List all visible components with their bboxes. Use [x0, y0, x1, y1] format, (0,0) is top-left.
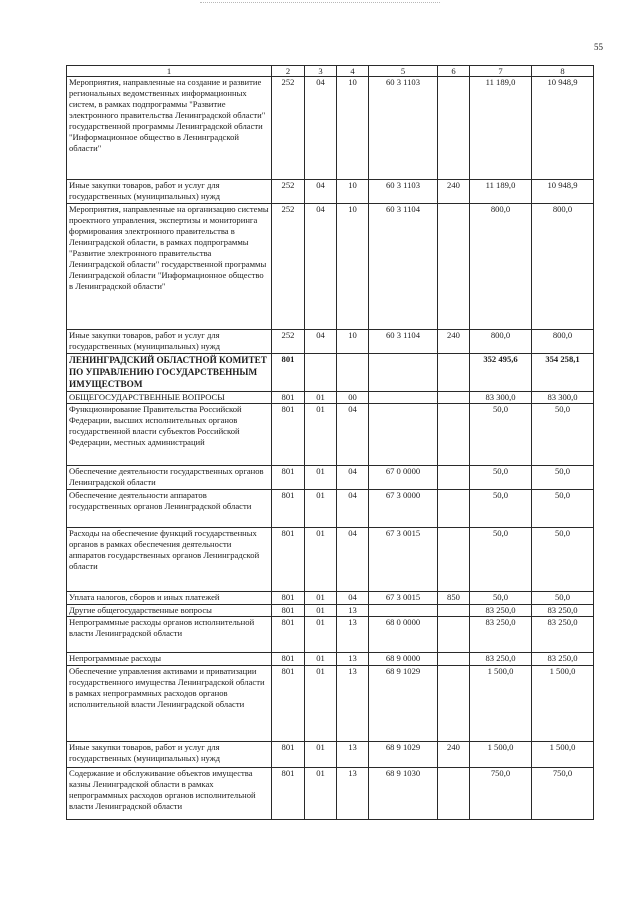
cell-amount-1: 1 500,0 [470, 742, 532, 768]
column-header: 8 [532, 66, 594, 77]
row-name: Содержание и обслуживание объектов имущества казны Ленинградской области в рамках непрограммных расходов органов исполнительной власти Ленинградской области [67, 768, 272, 820]
cell-type [438, 528, 470, 592]
cell-target: 68 9 1029 [369, 742, 438, 768]
table-row [67, 204, 594, 330]
cell-subsection: 10 [337, 77, 369, 180]
cell-subsection: 04 [337, 528, 369, 592]
table-row [67, 768, 594, 820]
cell-amount-1: 50,0 [470, 528, 532, 592]
cell-type: 240 [438, 330, 470, 354]
cell-target: 60 3 1104 [369, 204, 438, 330]
cell-amount-1: 50,0 [470, 490, 532, 528]
cell-subsection: 10 [337, 180, 369, 204]
row-name: ЛЕНИНГРАДСКИЙ ОБЛАСТНОЙ КОМИТЕТ ПО УПРАВЛЕНИЮ ГОСУДАРСТВЕННЫМ ИМУЩЕСТВОМ [67, 354, 272, 392]
cell-amount-2: 83 300,0 [532, 392, 594, 404]
row-name: Мероприятия, направленные на организацию системы проектного управления, экспертизы и мониторинга формирования электронного правительства в Ленинградской области, в рамках подпрограммы "Развитие электронного правительства Ленинградской области" государственной программы Ленинградской области "Информационное общество в Ленинградской области" [67, 204, 272, 330]
cell-amount-1: 50,0 [470, 404, 532, 466]
table-row [67, 392, 594, 404]
cell-amount-1: 50,0 [470, 466, 532, 490]
cell-ministry: 801 [272, 592, 305, 605]
table-row [67, 354, 594, 392]
cell-amount-2: 50,0 [532, 490, 594, 528]
cell-section: 04 [305, 204, 337, 330]
row-name: Уплата налогов, сборов и иных платежей [67, 592, 272, 605]
cell-type [438, 77, 470, 180]
table-row [67, 404, 594, 466]
column-header: 1 [67, 66, 272, 77]
cell-target: 68 9 1029 [369, 666, 438, 742]
cell-amount-2: 50,0 [532, 528, 594, 592]
cell-ministry: 801 [272, 354, 305, 392]
cell-amount-2: 10 948,9 [532, 180, 594, 204]
cell-target: 67 0 0000 [369, 466, 438, 490]
cell-subsection: 13 [337, 742, 369, 768]
cell-target [369, 392, 438, 404]
cell-ministry: 252 [272, 330, 305, 354]
cell-ministry: 252 [272, 77, 305, 180]
cell-target: 67 3 0000 [369, 490, 438, 528]
cell-amount-2: 354 258,1 [532, 354, 594, 392]
cell-ministry: 801 [272, 605, 305, 617]
cell-amount-2: 83 250,0 [532, 617, 594, 653]
cell-section [305, 354, 337, 392]
cell-amount-2: 1 500,0 [532, 742, 594, 768]
table-row [67, 592, 594, 605]
table-row [67, 653, 594, 666]
cell-type [438, 392, 470, 404]
cell-section: 01 [305, 653, 337, 666]
row-name: Непрограммные расходы органов исполнительной власти Ленинградской области [67, 617, 272, 653]
table-row [67, 466, 594, 490]
table-row [67, 666, 594, 742]
row-name: Обеспечение управления активами и приватизации государственного имущества Ленинградской области в рамках непрограммных расходов органов исполнительной власти Ленинградской области [67, 666, 272, 742]
row-name: Обеспечение деятельности государственных органов Ленинградской области [67, 466, 272, 490]
cell-subsection: 04 [337, 490, 369, 528]
row-name: Расходы на обеспечение функций государственных органов в рамках обеспечения деятельности аппаратов государственных органов Ленинградской области [67, 528, 272, 592]
budget-table [66, 65, 594, 820]
cell-section: 01 [305, 392, 337, 404]
column-header: 6 [438, 66, 470, 77]
row-name: Функционирование Правительства Российской Федерации, высших исполнительных органов государственной власти субъектов Российской Федерации, местных администраций [67, 404, 272, 466]
column-header: 7 [470, 66, 532, 77]
cell-target: 60 3 1103 [369, 77, 438, 180]
cell-subsection: 13 [337, 653, 369, 666]
table-row [67, 330, 594, 354]
cell-ministry: 801 [272, 768, 305, 820]
cell-subsection: 13 [337, 768, 369, 820]
cell-subsection: 04 [337, 404, 369, 466]
cell-section: 01 [305, 592, 337, 605]
cell-section: 01 [305, 617, 337, 653]
cell-amount-2: 10 948,9 [532, 77, 594, 180]
cell-amount-2: 83 250,0 [532, 653, 594, 666]
cell-section: 01 [305, 466, 337, 490]
cell-subsection: 04 [337, 592, 369, 605]
cell-amount-2: 800,0 [532, 204, 594, 330]
cell-type [438, 404, 470, 466]
cell-amount-1: 1 500,0 [470, 666, 532, 742]
cell-ministry: 801 [272, 617, 305, 653]
cell-ministry: 801 [272, 653, 305, 666]
cell-ministry: 801 [272, 392, 305, 404]
cell-amount-1: 750,0 [470, 768, 532, 820]
cell-type [438, 490, 470, 528]
cell-amount-1: 50,0 [470, 592, 532, 605]
cell-target: 67 3 0015 [369, 592, 438, 605]
cell-section: 01 [305, 666, 337, 742]
cell-amount-2: 83 250,0 [532, 605, 594, 617]
cell-subsection: 13 [337, 605, 369, 617]
cell-amount-2: 50,0 [532, 592, 594, 605]
row-name: Другие общегосударственные вопросы [67, 605, 272, 617]
cell-subsection: 10 [337, 204, 369, 330]
table-row [67, 77, 594, 180]
table-row [67, 617, 594, 653]
header-row [67, 66, 594, 77]
row-name: Обеспечение деятельности аппаратов государственных органов Ленинградской области [67, 490, 272, 528]
cell-subsection [337, 354, 369, 392]
cell-amount-2: 50,0 [532, 466, 594, 490]
cell-amount-2: 750,0 [532, 768, 594, 820]
column-header: 2 [272, 66, 305, 77]
column-header: 5 [369, 66, 438, 77]
cell-ministry: 252 [272, 180, 305, 204]
cell-section: 04 [305, 330, 337, 354]
cell-section: 01 [305, 528, 337, 592]
cell-ministry: 801 [272, 466, 305, 490]
column-header: 3 [305, 66, 337, 77]
cell-amount-1: 83 250,0 [470, 605, 532, 617]
cell-subsection: 04 [337, 466, 369, 490]
cell-section: 01 [305, 768, 337, 820]
cell-target: 60 3 1104 [369, 330, 438, 354]
cell-target: 60 3 1103 [369, 180, 438, 204]
cell-amount-1: 83 250,0 [470, 617, 532, 653]
cell-amount-1: 800,0 [470, 330, 532, 354]
cell-type [438, 666, 470, 742]
cell-type: 240 [438, 742, 470, 768]
cell-target: 67 3 0015 [369, 528, 438, 592]
cell-section: 01 [305, 742, 337, 768]
cell-ministry: 252 [272, 204, 305, 330]
cell-subsection: 10 [337, 330, 369, 354]
cell-amount-1: 800,0 [470, 204, 532, 330]
cell-target [369, 404, 438, 466]
cell-ministry: 801 [272, 528, 305, 592]
cell-section: 01 [305, 404, 337, 466]
cell-subsection: 00 [337, 392, 369, 404]
table-row [67, 490, 594, 528]
page-number: 55 [594, 42, 603, 52]
cell-target: 68 9 0000 [369, 653, 438, 666]
cell-amount-2: 800,0 [532, 330, 594, 354]
cell-type [438, 653, 470, 666]
table-row [67, 742, 594, 768]
row-name: Иные закупки товаров, работ и услуг для государственных (муниципальных) нужд [67, 742, 272, 768]
cell-section: 04 [305, 180, 337, 204]
cell-subsection: 13 [337, 617, 369, 653]
cell-type [438, 354, 470, 392]
table-row [67, 180, 594, 204]
cell-ministry: 801 [272, 666, 305, 742]
cell-section: 01 [305, 605, 337, 617]
cell-target: 68 9 1030 [369, 768, 438, 820]
cell-target: 68 0 0000 [369, 617, 438, 653]
cell-ministry: 801 [272, 404, 305, 466]
cell-subsection: 13 [337, 666, 369, 742]
table-row [67, 605, 594, 617]
row-name: Иные закупки товаров, работ и услуг для государственных (муниципальных) нужд [67, 180, 272, 204]
row-name: Мероприятия, направленные на создание и развитие региональных ведомственных информационных систем, в рамках подпрограммы "Развитие электронного правительства Ленинградской области" государственной программы Ленинградской области "Информационное общество в Ленинградской области" [67, 77, 272, 180]
cell-type [438, 605, 470, 617]
row-name: Непрограммные расходы [67, 653, 272, 666]
scan-artifact-line [200, 2, 440, 4]
row-name: Иные закупки товаров, работ и услуг для государственных (муниципальных) нужд [67, 330, 272, 354]
cell-amount-2: 50,0 [532, 404, 594, 466]
cell-section: 04 [305, 77, 337, 180]
cell-amount-1: 352 495,6 [470, 354, 532, 392]
cell-section: 01 [305, 490, 337, 528]
cell-amount-1: 83 250,0 [470, 653, 532, 666]
row-name: ОБЩЕГОСУДАРСТВЕННЫЕ ВОПРОСЫ [67, 392, 272, 404]
cell-amount-1: 83 300,0 [470, 392, 532, 404]
cell-type [438, 768, 470, 820]
column-header: 4 [337, 66, 369, 77]
cell-type [438, 204, 470, 330]
cell-type: 240 [438, 180, 470, 204]
cell-target [369, 605, 438, 617]
table-row [67, 528, 594, 592]
cell-target [369, 354, 438, 392]
cell-type [438, 617, 470, 653]
cell-type [438, 466, 470, 490]
cell-ministry: 801 [272, 742, 305, 768]
cell-amount-1: 11 189,0 [470, 180, 532, 204]
cell-type: 850 [438, 592, 470, 605]
cell-amount-1: 11 189,0 [470, 77, 532, 180]
cell-amount-2: 1 500,0 [532, 666, 594, 742]
cell-ministry: 801 [272, 490, 305, 528]
